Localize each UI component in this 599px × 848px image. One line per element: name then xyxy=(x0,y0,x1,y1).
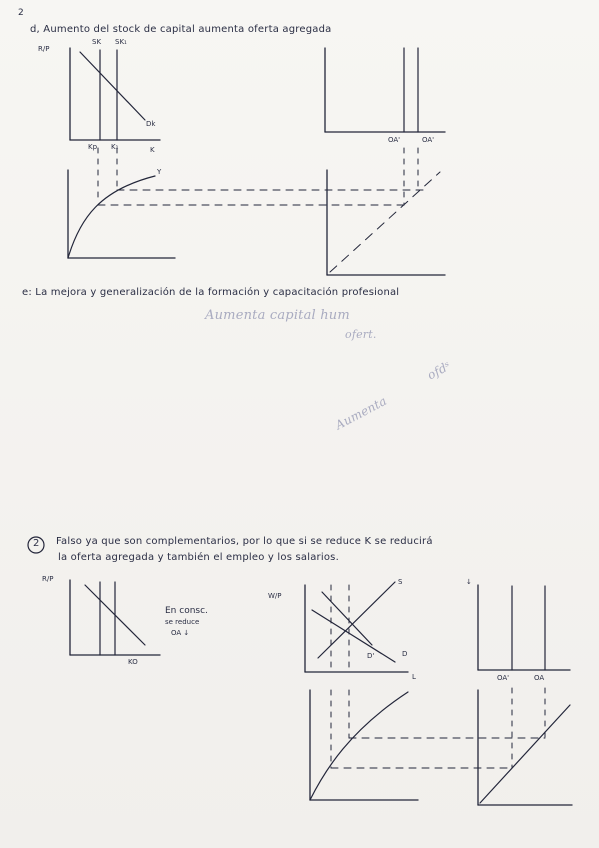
supply-curve xyxy=(318,582,395,658)
pencil-note-4: ofdˢ xyxy=(425,358,453,383)
capital-market-graph-2 xyxy=(70,580,160,655)
demand-curve xyxy=(312,610,395,662)
sk-label: SK xyxy=(92,38,102,46)
production-curve xyxy=(68,176,155,258)
section-2-line-2: la oferta agregada y también el empleo y los salarios. xyxy=(58,552,339,563)
kp-tick-label: Kp xyxy=(88,143,98,151)
side-note-1: En consc. xyxy=(165,606,208,616)
right-oa-label: OA xyxy=(534,674,545,682)
y-curve-label: Y xyxy=(157,168,162,176)
demand-shift-label: D' xyxy=(367,652,375,660)
item-number: 2 xyxy=(33,538,40,549)
dk-label: Dk xyxy=(146,120,156,128)
wage-axis-label: W/P xyxy=(268,592,282,600)
side-note-3: OA ↓ xyxy=(171,629,190,637)
production-function-graph-2 xyxy=(310,690,545,800)
x-axis-label: K xyxy=(150,146,155,154)
labor-market-graph xyxy=(305,582,408,672)
aggregate-supply-graph-2 xyxy=(478,585,570,670)
pencil-note-1: Aumenta capital hum xyxy=(205,308,350,323)
right-oa-prime-label: OA' xyxy=(497,674,510,682)
forty-five-degree-graph xyxy=(327,148,445,275)
demand-shift-curve xyxy=(322,592,372,645)
section-2-line-1: Falso ya que son complementarios, por lo que si se reduce K se reducirá xyxy=(56,536,433,547)
section-d-heading: d, Aumento del stock de capital aumenta oferta agregada xyxy=(30,24,332,35)
pencil-note-2: ofert. xyxy=(345,328,377,341)
pencil-note-3: Aumenta xyxy=(333,393,390,433)
oa-prime-tick-label: OA' xyxy=(422,136,435,144)
dk-curve xyxy=(80,52,145,120)
oa-tick-label: OA' xyxy=(388,136,401,144)
left-y-axis-label: R/P xyxy=(42,575,54,583)
right-y-axis-label: ↓ xyxy=(466,578,472,586)
forty-five-degree-graph-2 xyxy=(478,688,572,805)
section-e-heading: e: La mejora y generalización de la formación y capacitación profesional xyxy=(22,287,400,298)
aggregate-supply-graph xyxy=(325,48,445,132)
k1-tick-label: K₁ xyxy=(111,143,119,151)
supply-label: S xyxy=(398,578,403,586)
production-function-graph xyxy=(68,148,425,258)
sk1-label: SK₁ xyxy=(115,38,127,46)
labor-axis-label: L xyxy=(412,673,416,681)
y-axis-label: R/P xyxy=(38,45,50,53)
left-x-tick-label: KO xyxy=(128,658,138,666)
side-note-2: se reduce xyxy=(165,618,200,626)
demand-label: D xyxy=(402,650,408,658)
page-number: 2 xyxy=(18,8,24,18)
